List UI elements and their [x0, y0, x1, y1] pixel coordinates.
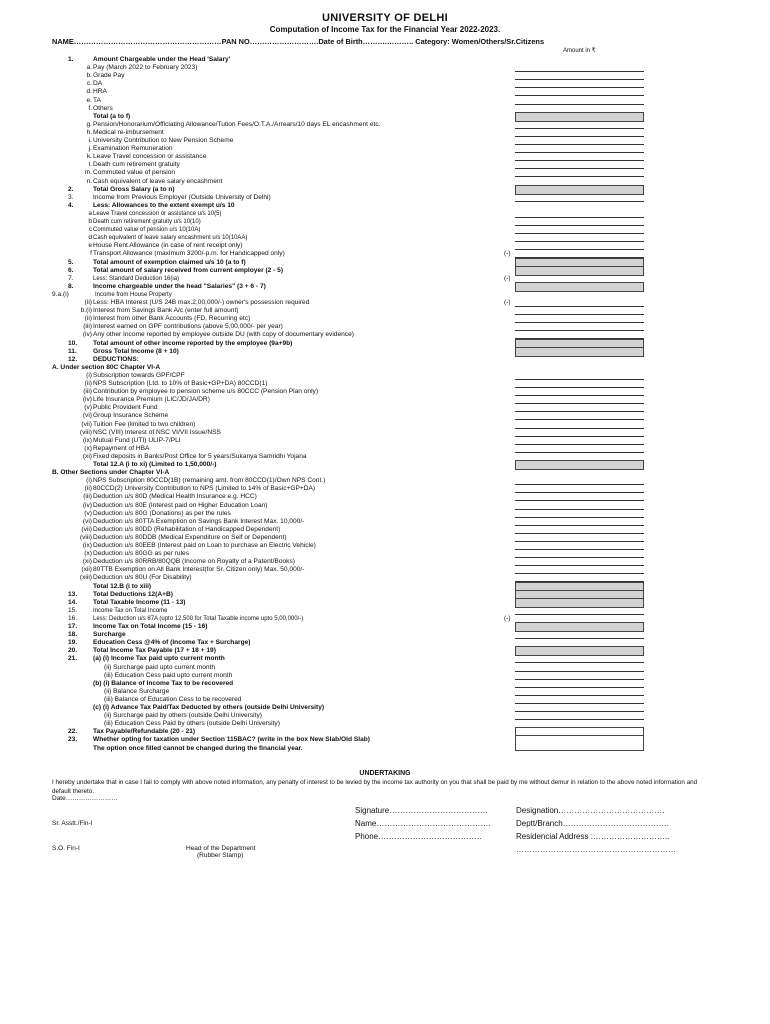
- amount-input-line[interactable]: [515, 557, 644, 558]
- row-label: Leave Travel concession or assistance: [93, 153, 207, 161]
- amount-input-line[interactable]: [515, 517, 644, 518]
- row-label: DA: [93, 80, 103, 88]
- row-label: Total 12.A (i to xi) (Limited to 1,50,000/-): [93, 461, 217, 468]
- row-label: Deduction u/s 80U (For Disability): [93, 574, 192, 582]
- row-label: Interest from Savings Bank A/c (enter full amount): [93, 307, 239, 315]
- row-label: Deduction u/s 80GG as per rules: [93, 550, 190, 558]
- row-sub-label: (iii): [83, 493, 92, 501]
- row-label: Surcharge: [93, 631, 126, 639]
- row-number: 14.: [68, 598, 78, 606]
- row-label: Any other Income reported by employee outside DU (with copy of documentary evidence): [93, 331, 354, 339]
- row-label: Grade Pay: [93, 72, 125, 80]
- undertaking-heading: UNDERTAKING: [359, 770, 411, 777]
- row-number: 22.: [68, 728, 78, 736]
- row-label: (iii) Education Cess Paid by others (outside Delhi University): [104, 720, 280, 728]
- row-label: Examination Remuneration: [93, 145, 173, 153]
- row-sub-label: (ii): [84, 299, 92, 306]
- row-label: Total Gross Salary (a to n): [93, 185, 175, 193]
- amount-input-line[interactable]: [515, 509, 644, 510]
- row-number: 6.: [68, 266, 74, 274]
- row-label: (a) (i) Income Tax paid upto current month: [93, 655, 225, 663]
- row-number: 11.: [68, 347, 77, 355]
- row-label: Transport Allowance (maximum 3200/-p.m. for Handicapped only): [93, 250, 285, 258]
- row-number: 16.: [68, 614, 78, 622]
- row-label: Repayment of HBA: [93, 444, 150, 452]
- row-label: Cash equivalent of leave salary encashment: [93, 177, 223, 185]
- row-sub-label: l.: [88, 161, 92, 169]
- row-label: Interest from other Bank Accounts (FD, Recurring etc): [93, 315, 251, 323]
- row-sub-label: d: [88, 234, 92, 242]
- row-label: 80CCD(2) University Contribution to NPS (Limited to 14% of Basic+GP+DA): [93, 485, 316, 493]
- row-sub-label: (v): [84, 404, 92, 412]
- row-sub-label: (xii): [81, 566, 92, 574]
- total-amount-box[interactable]: [515, 266, 644, 276]
- row-label: Less: HBA Interest (U/S 24B max.2,00,000/-) owner's possession required: [93, 299, 310, 306]
- date-field[interactable]: Date……………………: [52, 795, 118, 802]
- total-amount-box[interactable]: [515, 347, 644, 357]
- row-label: Total amount of other income reported by the employee (9a+9b): [93, 339, 293, 347]
- row-label: Others: [93, 104, 113, 112]
- row-number: 7.: [68, 274, 74, 282]
- amount-input-line[interactable]: [515, 136, 644, 137]
- amount-input-line[interactable]: [515, 525, 644, 526]
- total-amount-box[interactable]: [515, 112, 644, 122]
- amount-input-line[interactable]: [515, 95, 644, 96]
- amount-input-line[interactable]: [515, 428, 644, 429]
- row-label: 80TTB Exemption on All Bank Interest(for Sr. Citizen only) Max. 50,000/-: [93, 566, 305, 574]
- row-sub-label: b.: [86, 72, 92, 80]
- row-sub-label: g.: [86, 120, 92, 128]
- row-sub-label: (viii): [79, 533, 92, 541]
- row-label: Pay (March 2022 to February 2023): [93, 64, 198, 72]
- row-sub-label: (xi): [82, 558, 92, 566]
- total-amount-box[interactable]: [515, 185, 644, 195]
- row-sub-label: (ix): [82, 542, 92, 549]
- so-fin-label: S.O. Fin-I: [52, 845, 80, 852]
- row-sub-label: a.: [86, 64, 92, 72]
- row-label: Gross Total Income (8 + 10): [93, 347, 179, 355]
- amount-in-rupees-label: Amount in ₹: [563, 48, 596, 54]
- row-sub-label: (ii): [84, 380, 92, 387]
- total-amount-box[interactable]: [515, 646, 644, 656]
- total-amount-box[interactable]: [515, 282, 644, 292]
- row-label: Cash equivalent of leave salary encashment u/s 10(10AA): [93, 235, 248, 242]
- row-label: Income from Previous Employer (Outside University of Delhi): [93, 193, 271, 201]
- row-number: 18.: [68, 631, 78, 639]
- residential-address-line-2[interactable]: ……………………………………………………: [516, 845, 676, 854]
- row-sub-label: f: [90, 250, 92, 258]
- row-sub-label: (ii): [84, 485, 92, 493]
- row-label: Less: Allowances to the extent exempt u/s 10: [93, 201, 235, 209]
- row-label: Interest earned on GPF contributions (above 5,00,000/- per year): [93, 323, 283, 331]
- row-sub-label: (xiii): [79, 574, 92, 582]
- undertaking-text: I hereby undertake that in case I fail to comply with above noted information, any penalty of interest to be levied by the income tax authority on you that shall be paid by me without demur in relation to the above noted information and default thereto.: [52, 779, 698, 795]
- row-label: NPS Subscription 80CCD(1B) (remaining amt. from 80CCD(1)/Own NPS Cont.): [93, 477, 326, 485]
- row-sub-label: (vii): [81, 525, 92, 533]
- row-label: Deduction u/s 80RRB/80QQB (Income on Royalty of a Patent/Books): [93, 558, 295, 566]
- form-subtitle: Computation of Income Tax for the Financial Year 2022-2023.: [269, 25, 501, 34]
- row-sub-label: e: [88, 242, 92, 250]
- amount-input-line[interactable]: [515, 492, 644, 493]
- row-number: 8.: [68, 282, 74, 290]
- amount-input-line[interactable]: [515, 573, 644, 574]
- row-number: 15.: [68, 606, 78, 614]
- row-label: (b) (i) Balance of Income Tax to be recovered: [93, 679, 234, 687]
- amount-input-line[interactable]: [515, 444, 644, 445]
- row-sub-label: (vi): [82, 412, 92, 420]
- row-sub-label: (x): [84, 550, 92, 558]
- row-label: Total Income Tax Payable (17 + 18 + 19): [93, 647, 216, 655]
- row-number: 4.: [68, 201, 74, 209]
- row-label: Mutual Fund (UTI) ULIP-7/PLI: [93, 436, 181, 444]
- minus-sign: (-): [504, 274, 511, 282]
- row-sub-label: (v): [84, 509, 92, 517]
- row-sub-label: d.: [86, 88, 92, 96]
- rubber-stamp-label: (Rubber Stamp): [197, 852, 244, 859]
- signature-field[interactable]: Signature……………………………….: [355, 806, 488, 815]
- row-sub-label: h.: [86, 128, 92, 136]
- amount-input-line[interactable]: [515, 719, 644, 720]
- row-sub-label: (iii): [83, 323, 92, 331]
- amount-input-line[interactable]: [515, 395, 644, 396]
- row-label: Total (a to f): [93, 112, 131, 120]
- row-number: 12.: [68, 355, 78, 363]
- row-sub-label: (iv): [82, 331, 92, 339]
- row-label: Total Deductions 12(A+B): [93, 590, 173, 598]
- amount-input-line[interactable]: [515, 541, 644, 542]
- row-sub-label: a: [88, 209, 92, 217]
- amount-input-line[interactable]: [515, 679, 644, 680]
- row-sub-label: e.: [86, 96, 92, 104]
- row-label: Leave Travel concession or assistance u/s 10(5): [93, 210, 222, 217]
- row-label: Deduction u/s 80DDB (Medical Expenditure on Self or Dependent): [93, 533, 287, 541]
- row-number: 21.: [68, 655, 78, 663]
- row-number: 1.: [68, 56, 74, 63]
- row-label: Total 12.B (i to xiii): [93, 582, 152, 590]
- amount-input-line[interactable]: [515, 484, 644, 485]
- row-label: Commuted value of pension: [93, 169, 176, 177]
- amount-input-line[interactable]: [515, 687, 644, 688]
- amount-input-line[interactable]: [515, 671, 644, 672]
- row-label: NPS Subscription (Ltd. to 10% of Basic+GP+DA) 80CCD(1): [93, 380, 268, 387]
- row-label: Deduction u/s 80TTA Exemption on Savings Bank Interest Max. 10,000/-: [93, 517, 305, 525]
- row-label: Income chargeable under the head "Salaries" (3 + 6 - 7): [93, 282, 266, 290]
- row-label: Whether opting for taxation under Section 115BAC? (write in the box New Slab/Old Slab): [93, 736, 370, 744]
- hod-label: Head of the Department: [186, 845, 256, 852]
- amount-input-line[interactable]: [515, 160, 644, 161]
- minus-sign: (-): [504, 614, 511, 622]
- amount-input-line[interactable]: [515, 128, 644, 129]
- amount-input-line[interactable]: [515, 662, 644, 663]
- row-label: (c) (i) Advance Tax Paid/Tax Deducted by others (outside Delhi University): [93, 704, 325, 711]
- row-number: 19.: [68, 639, 78, 647]
- designation-field[interactable]: Designation………………………………….: [516, 806, 665, 815]
- row-number: 23.: [68, 736, 78, 744]
- row-sub-label: (vii): [81, 420, 92, 428]
- amount-input-line[interactable]: [515, 306, 644, 307]
- amount-input-line[interactable]: [515, 79, 644, 80]
- total-amount-box[interactable]: [515, 598, 644, 608]
- amount-input-line[interactable]: [515, 152, 644, 153]
- slab-option-box[interactable]: [515, 735, 644, 751]
- row-sub-label: (ii): [84, 315, 92, 323]
- row-label: Total Taxable Income (11 - 13): [93, 598, 186, 606]
- row-sub-label: c: [88, 226, 92, 234]
- row-sub-label: c.: [86, 80, 92, 88]
- row-label: Public Provident Fund: [93, 404, 158, 412]
- row-number: 10.: [68, 339, 78, 347]
- row-sub-label: (iv): [82, 396, 92, 404]
- amount-input-line[interactable]: [515, 711, 644, 712]
- total-amount-box[interactable]: [515, 460, 644, 470]
- amount-input-line[interactable]: [515, 314, 644, 315]
- amount-input-line[interactable]: [515, 703, 644, 704]
- name-field[interactable]: Name…………………………………….: [355, 819, 491, 828]
- name-pan-dob-line[interactable]: NAME……………………………………………………PAN NO……………………….Date of Birth……….……….. Category: Women/Others/Sr.Citizens: [52, 37, 545, 46]
- row-label: Amount Chargeable under the Head 'Salary': [93, 56, 231, 63]
- row-label: Death cum retirement gratuity: [93, 161, 180, 169]
- amount-input-line[interactable]: [515, 71, 644, 72]
- row-label: Deduction u/s 80D (Medical Health Insurance e.g. HCC): [93, 493, 257, 501]
- row-label: Total amount of exemption claimed u/s 10 (a to f): [93, 258, 246, 266]
- row-label: Deduction u/s 80DD (Rehabilitation of Handicapped Dependent): [93, 525, 281, 533]
- row-label: (ii) Surcharge paid upto current month: [104, 663, 216, 671]
- row-label: Group Insurance Scheme: [93, 412, 169, 420]
- row-number: 5.: [68, 258, 74, 266]
- row-number: 3.: [68, 193, 74, 201]
- row-sub-label: (iii): [83, 388, 92, 396]
- row-number: 9.a.(i): [52, 290, 69, 298]
- row-label: Pension/Honorarium/Officiating Allowance/Tution Fees/O.T.A./Arrears/10 days EL encashment etc.: [93, 120, 381, 128]
- sr-asstt-label: Sr. Asstt./Fin-I: [52, 820, 93, 827]
- row-number: 13.: [68, 590, 78, 598]
- amount-input-line[interactable]: [515, 241, 644, 242]
- amount-input-line[interactable]: [515, 614, 644, 615]
- row-label: (iii) Balance of Education Cess to be recovered: [104, 695, 242, 703]
- amount-input-line[interactable]: [515, 201, 644, 202]
- row-label: NSC (VIII) Interest of NSC VI/VII Issue/NSS: [93, 428, 221, 436]
- row-sub-label: (vi): [82, 517, 92, 525]
- amount-input-line[interactable]: [515, 403, 644, 404]
- amount-input-line[interactable]: [515, 419, 644, 420]
- amount-input-line[interactable]: [515, 176, 644, 177]
- amount-input-line[interactable]: [515, 411, 644, 412]
- row-label: Less: Standard Deduction 16(ia): [93, 275, 180, 282]
- row-label: Deduction u/s 80EEB (Interest paid on Loan to purchase an Electric Vehicle): [93, 542, 316, 549]
- row-sub-label: n.: [86, 177, 92, 185]
- row-label: The option once filled cannot be changed during the financial year.: [93, 744, 303, 752]
- row-label: Death cum retirement gratuity u/s 10(10): [93, 219, 201, 225]
- row-number: 2.: [68, 185, 74, 193]
- amount-input-line[interactable]: [515, 533, 644, 534]
- row-label: Tax Payable/Refundable (20 - 21): [93, 728, 196, 736]
- row-label: Education Cess @4% of (Income Tax + Surcharge): [93, 639, 251, 647]
- amount-input-line[interactable]: [515, 452, 644, 453]
- minus-sign: (-): [504, 250, 511, 258]
- row-label: HRA: [93, 88, 107, 96]
- row-label: Deduction u/s 80G (Donations) as per the rules: [93, 509, 231, 517]
- row-label: Less: Deduction u/s 87A (upto 12,500 for Total Taxable income upto 5,00,000/-): [93, 615, 304, 622]
- row-sub-label: (xi): [82, 452, 92, 460]
- amount-input-line[interactable]: [515, 436, 644, 437]
- amount-input-line[interactable]: [515, 249, 644, 250]
- row-sub-label: m.: [84, 169, 92, 177]
- amount-input-line[interactable]: [515, 144, 644, 145]
- amount-input-line[interactable]: [515, 500, 644, 501]
- row-label: Contribution by employee to pension scheme u/s 80CCC (Pension Plan only): [93, 388, 319, 396]
- residential-address-field[interactable]: Residencial Address :………………………..: [516, 832, 670, 841]
- row-label: Fixed deposits in Banks/Post Office for 5 years/Sukanya Samridhi Yojana: [93, 452, 307, 460]
- row-label: Tuition Fee (limited to two children): [93, 420, 196, 428]
- minus-sign: (-): [504, 299, 511, 306]
- amount-input-line[interactable]: [515, 233, 644, 234]
- row-sub-label: (ix): [82, 436, 92, 444]
- amount-input-line[interactable]: [515, 87, 644, 88]
- row-sub-label: j.: [88, 145, 92, 153]
- row-sub-label: i.: [88, 137, 92, 144]
- amount-input-line[interactable]: [515, 695, 644, 696]
- row-sub-label: (x): [84, 444, 92, 452]
- row-label: B. Other Sections under Chapter VI-A: [52, 469, 170, 477]
- row-label: Income from House Property: [95, 291, 172, 298]
- row-label: House Rent Allowance (in case of rent receipt only): [93, 242, 243, 250]
- row-label: Life Insurance Premium (LIC/JD/JA/DR): [93, 396, 210, 404]
- row-number: 17.: [68, 623, 78, 630]
- row-sub-label: b.(i): [80, 307, 92, 315]
- amount-input-line[interactable]: [515, 225, 644, 226]
- amount-input-line[interactable]: [515, 638, 644, 639]
- university-title: UNIVERSITY OF DELHI: [322, 12, 448, 24]
- amount-input-line[interactable]: [515, 565, 644, 566]
- phone-field[interactable]: Phone…………………………………: [355, 832, 483, 841]
- amount-input-line[interactable]: [515, 387, 644, 388]
- total-amount-box[interactable]: [515, 622, 644, 632]
- row-label: TA: [93, 96, 101, 104]
- row-label: Subscription towards GPF/CPF: [93, 371, 185, 379]
- row-label: Medical re-imbursement: [93, 128, 164, 136]
- row-label: (iii) Education Cess paid upto current month: [104, 671, 233, 679]
- row-sub-label: (i): [86, 477, 92, 485]
- row-sub-label: (iv): [82, 501, 92, 509]
- row-sub-label: (viii): [79, 428, 92, 436]
- row-label: Total amount of salary received from current employer (2 - 5): [93, 266, 284, 274]
- row-label: Commuted value of pension u/s 10(10A): [93, 227, 201, 234]
- amount-input-line[interactable]: [515, 104, 644, 105]
- amount-input-line[interactable]: [515, 322, 644, 323]
- row-label: A. Under section 80C Chapter VI-A: [52, 363, 161, 371]
- amount-input-line[interactable]: [515, 330, 644, 331]
- row-label: (ii) Balance Surcharge: [104, 687, 170, 695]
- amount-input-line[interactable]: [515, 379, 644, 380]
- row-label: (ii) Surcharge paid by others (outside Delhi University): [104, 712, 262, 720]
- row-sub-label: (i): [86, 371, 92, 379]
- row-label: Income Tax on Total Income (15 - 16): [93, 623, 208, 630]
- deptt-branch-field[interactable]: Deptt/Branch………………………………….: [516, 819, 669, 828]
- row-label: Income Tax on Total Income: [93, 607, 168, 614]
- row-label: University Contribution to New Pension Scheme: [93, 137, 234, 144]
- amount-input-line[interactable]: [515, 549, 644, 550]
- row-label: Deduction u/s 80E (Interest paid on Higher Education Loan): [93, 501, 268, 509]
- row-sub-label: b: [88, 218, 92, 225]
- row-label: DEDUCTIONS:: [93, 355, 139, 363]
- row-sub-label: f.: [88, 104, 92, 112]
- row-number: 20.: [68, 647, 78, 655]
- amount-input-line[interactable]: [515, 217, 644, 218]
- amount-input-line[interactable]: [515, 168, 644, 169]
- row-sub-label: k.: [86, 153, 92, 161]
